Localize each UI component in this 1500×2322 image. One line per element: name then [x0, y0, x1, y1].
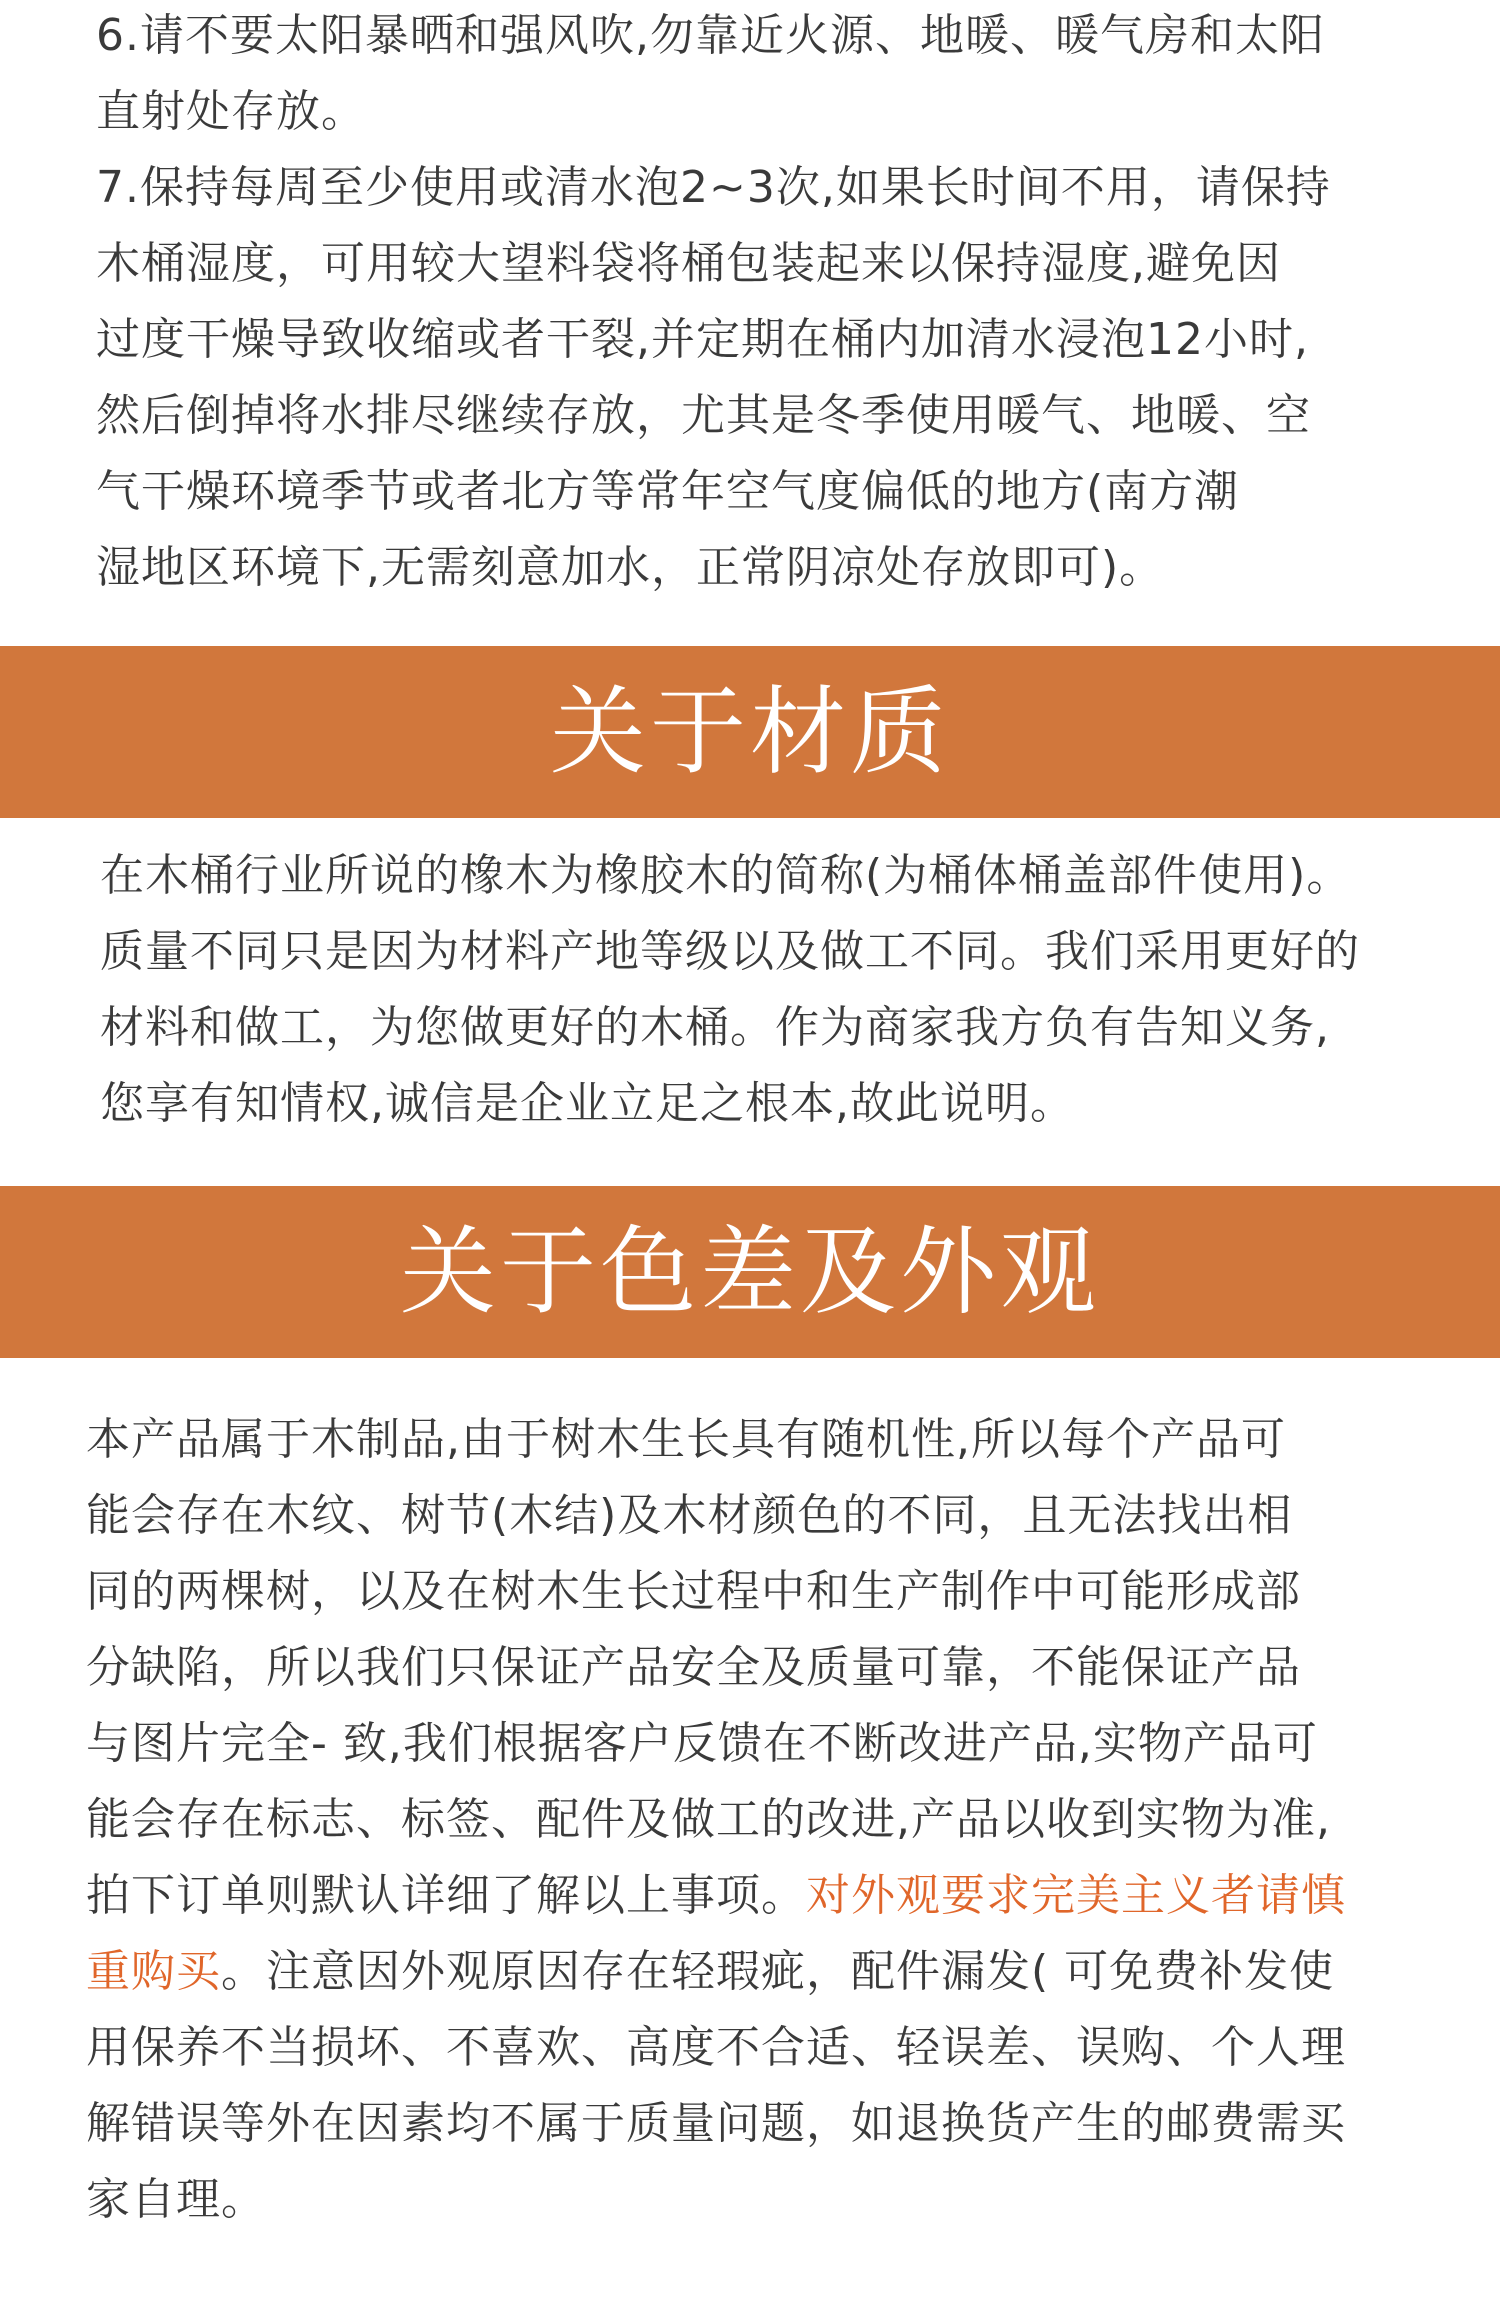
appearance-line: 解错误等外在因素均不属于质量问题，如退换货产生的邮费需买 [86, 2098, 1346, 2149]
appearance-warning-highlight: 重购买 [86, 1946, 221, 1997]
material-banner [0, 646, 1500, 818]
appearance-line: 用保养不当损坏、不喜欢、高度不合适、轻误差、误购、个人理 [86, 2022, 1346, 2073]
appearance-line [86, 1946, 1334, 1998]
appearance-warning-highlight: 对外观要求完美主义者请慎 [806, 1870, 1346, 1921]
appearance-line: 与图片完全- 致,我们根据客户反馈在不断改进产品,实物产品可 [86, 1718, 1318, 1769]
material-line: 材料和做工，为您做更好的木桶。作为商家我方负有告知义务, [100, 1002, 1330, 1053]
material-text [0, 818, 1500, 1188]
care-line: 过度干燥导致收缩或者干裂,并定期在桶内加清水浸泡12小时, [96, 314, 1309, 365]
appearance-text [0, 1358, 1500, 2322]
material-line: 您享有知情权,诚信是企业立足之根本,故此说明。 [100, 1078, 1075, 1129]
care-line: 湿地区环境下,无需刻意加水，正常阴凉处存放即可)。 [96, 542, 1165, 593]
care-line: 直射处存放。 [96, 86, 366, 137]
appearance-line [86, 1870, 1346, 1922]
appearance-title: 关于色差及外观 [400, 1216, 1100, 1328]
appearance-line: 分缺陷，所以我们只保证产品安全及质量可靠，不能保证产品 [86, 1642, 1301, 1693]
appearance-line: 能会存在木纹、树节(木结)及木材颜色的不同，且无法找出相 [86, 1490, 1293, 1541]
care-line: 然后倒掉将水排尽继续存放，尤其是冬季使用暖气、地暖、空 [96, 390, 1311, 441]
material-line: 在木桶行业所说的橡木为橡胶木的简称(为桶体桶盖部件使用)。 [100, 850, 1352, 901]
care-line: 7.保持每周至少使用或清水泡2~3次,如果长时间不用，请保持 [96, 162, 1331, 213]
care-line: 6.请不要太阳暴晒和强风吹,勿靠近火源、地暖、暖气房和太阳 [96, 10, 1325, 61]
appearance-line: 本产品属于木制品,由于树木生长具有随机性,所以每个产品可 [86, 1414, 1286, 1465]
care-line: 气干燥环境季节或者北方等常年空气度偏低的地方(南方潮 [96, 466, 1240, 517]
material-line: 质量不同只是因为材料产地等级以及做工不同。我们采用更好的 [100, 926, 1360, 977]
appearance-line: 能会存在标志、标签、配件及做工的改进,产品以收到实物为准, [86, 1794, 1331, 1845]
appearance-line: 同的两棵树，以及在树木生长过程中和生产制作中可能形成部 [86, 1566, 1301, 1617]
appearance-line-text: 拍下订单则默认详细了解以上事项。 [86, 1870, 806, 1921]
care-instructions [0, 0, 1500, 620]
appearance-banner [0, 1186, 1500, 1358]
appearance-line-text: 。注意因外观原因存在轻瑕疵，配件漏发( 可免费补发使 [221, 1946, 1335, 1997]
material-title: 关于材质 [550, 676, 950, 788]
appearance-line: 家自理。 [86, 2174, 266, 2225]
care-line: 木桶湿度，可用较大望料袋将桶包装起来以保持湿度,避免因 [96, 238, 1281, 289]
